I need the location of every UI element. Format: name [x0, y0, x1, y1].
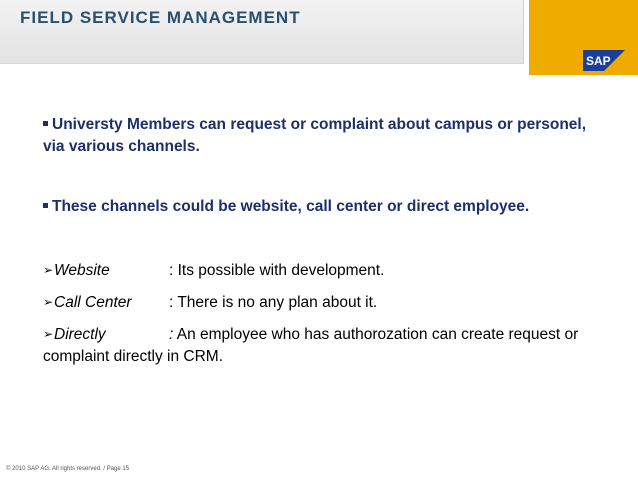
sub-bullet-desc: An employee who has authorozation can create request or complaint directly in CRM. [43, 326, 579, 365]
square-bullet-icon [43, 121, 48, 126]
arrow-bullet-icon: ➢ [43, 327, 54, 341]
sap-logo-text: SAP [586, 54, 611, 68]
square-bullet-icon [43, 203, 48, 208]
sub-bullet-call-center [43, 291, 603, 314]
sub-bullet-desc: : There is no any plan about it. [169, 294, 378, 311]
sub-bullet-term: Website [54, 262, 110, 279]
sub-bullet-directly [43, 323, 603, 368]
sub-bullet-desc: : Its possible with development. [169, 262, 385, 279]
footer-copyright: © 2010 SAP AG. All rights reserved. / Page 15 [6, 466, 130, 472]
page-title: FIELD SERVICE MANAGEMENT [20, 8, 301, 27]
sub-bullet-colon: : [169, 326, 174, 343]
bullet-2: These channels could be website, call center or direct employee. [43, 196, 603, 218]
sub-bullet-term: Call Center [54, 294, 132, 311]
sub-bullet-term: Directly [54, 326, 106, 343]
arrow-bullet-icon: ➢ [43, 295, 54, 309]
bullet-1: Universty Members can request or complaint about campus or personel, via various channels. [43, 116, 587, 155]
arrow-bullet-icon: ➢ [43, 263, 54, 277]
sub-bullet-website [43, 259, 603, 282]
